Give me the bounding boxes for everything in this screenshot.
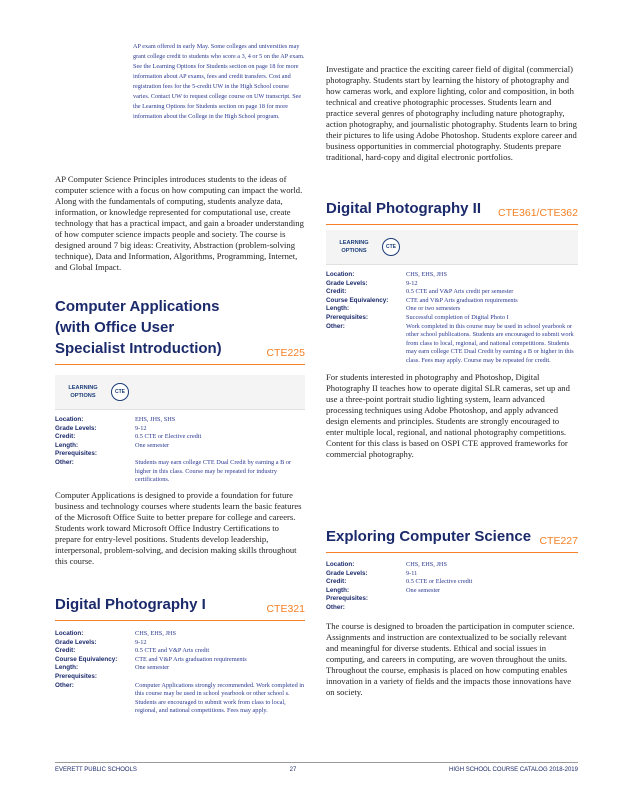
detail-value: 9-12 (135, 424, 147, 432)
cte-badge-icon: CTE (111, 383, 129, 401)
detail-value: Students may earn college CTE Dual Credit by earning a B or higher in this class. Course may be repeated for industry certifications. (135, 458, 292, 484)
detail-row (55, 425, 305, 434)
detail-value: One semester (135, 664, 170, 672)
course-details (55, 416, 305, 485)
page-footer (55, 762, 578, 773)
detail-value: CTE and V&P Arts graduation requirements (135, 655, 247, 663)
detail-label: Credit: (55, 433, 76, 441)
detail-row (326, 323, 578, 366)
course-code: CTE361/CTE362 (498, 207, 578, 219)
detail-row (55, 459, 305, 485)
detail-value (406, 595, 578, 604)
detail-label: Other: (55, 681, 74, 689)
learning-options-box (326, 230, 578, 265)
detail-label: Prerequisites: (326, 595, 368, 603)
detail-label: Location: (55, 630, 84, 637)
detail-value: Successful completion of Digital Photo I (406, 313, 509, 321)
detail-value: One semester (135, 441, 170, 449)
detail-row (326, 570, 578, 579)
learning-options-label: LEARNING OPTIONS (339, 240, 369, 254)
detail-label: Grade Levels: (55, 424, 97, 432)
detail-value: Computer Applications strongly recommended. Work completed in this course may be used in school yearbook or other school s. Students are encouraged to submit work from class to local, regional, and national competitions. Fees may apply. (135, 681, 305, 715)
digital-photography-1-description: Investigate and practice the exciting career field of digital (commercial) photography. Students start by learning the history of photography and how cameras work, and explore lighting, color and composition, in both technical and creative photographic processes. Students learn and practice several genres of photography including nature photography, action photography, and journalistic photography. Students learn to bring their pictures to life using Adobe Photoshop. Students explore career and business opportunities in commercial photography. Students prepare traditional, hard-copy and digital electronic portfolios. (326, 64, 577, 162)
detail-label: Other: (55, 458, 74, 466)
detail-row (55, 656, 305, 665)
detail-label: Length: (55, 441, 79, 449)
course-details (326, 561, 578, 613)
ap-continued-note: AP exam offered in early May. Some colleges and universities may grant college credit to students who score a 3, 4 or 5 on the AP exam. See the Learning Options for Students section on page 18 for more information about AP exams, fees and credit transfers. Cost and registration fees for the 5-credit UW in the High School course varies. Contact UW to request college course on UW transcript. See the Learning Options for Students section on page 18 for more information about the College in the High School program. (133, 43, 305, 120)
detail-row (326, 595, 578, 604)
detail-row (326, 271, 578, 280)
detail-value: 9-12 (135, 638, 147, 646)
detail-row (55, 433, 305, 442)
detail-value: 0.5 CTE and V&P Arts credit per semester (406, 288, 514, 296)
detail-value: EHS, JHS, SHS (135, 416, 176, 423)
course-header (55, 296, 305, 365)
detail-value: 9-11 (406, 569, 418, 577)
detail-label: Credit: (326, 288, 347, 296)
detail-row (326, 288, 578, 297)
course-computer-applications (55, 296, 305, 567)
detail-label: Grade Levels: (326, 569, 368, 577)
course-details (326, 271, 578, 366)
detail-row (326, 561, 578, 570)
detail-row (326, 297, 578, 306)
detail-label: Grade Levels: (55, 638, 97, 646)
detail-label: Other: (326, 322, 345, 330)
detail-row (55, 673, 305, 682)
course-code: CTE225 (266, 347, 305, 359)
detail-row (326, 280, 578, 289)
detail-row (55, 416, 305, 425)
learning-options-label: LEARNING OPTIONS (68, 385, 98, 399)
detail-value: One or two semesters (406, 305, 461, 313)
course-digital-photography-2 (326, 198, 578, 460)
detail-value: 0.5 CTE and V&P Arts credit (135, 647, 210, 655)
course-code: CTE321 (266, 603, 305, 615)
detail-value: 9-12 (406, 279, 418, 287)
detail-row (326, 314, 578, 323)
course-title: Digital Photography I (55, 596, 206, 613)
course-description: Computer Applications is designed to provide a foundation for future business and technology courses where students learn the basic features of the Microsoft Office Suite to better prepare for college and careers. Students work toward Microsoft Office Industry Certifications to prepare for entry-level positions. Students develop leadership, interpersonal, problem-solving, and decision making skills throughout this course. (55, 489, 302, 566)
course-description: The course is designed to broaden the participation in computer science. Assignments and instruction are contextualized to be socially relevant and meaningful for diverse students. Ethical and social issues in computing, and careers in computing, are woven throughout the units. Throughout the course, emphasis is placed on how computing enables innovation in a variety of fields and the impacts those innovations have on society. (326, 620, 575, 697)
detail-value (135, 450, 305, 459)
detail-value: CHS, EHS, JHS (135, 630, 176, 637)
detail-row (55, 647, 305, 656)
course-header (326, 526, 578, 553)
detail-label: Course Equivalency: (326, 296, 389, 304)
ap-cs-principles-description: AP Computer Science Principles introduces students to the ideas of computer science with a focus on how computing can impact the world. Along with the fundamentals of computing, students analyze data, information, or knowledge represented for computational use, create technology that has a practical impact, and gain a broader understanding of how computer science impacts people and society. The course is designed around 7 big ideas: Creativity, Abstraction (problem-solving technique), Data and Information, Algorithms, Programming, Internet, and Global Impact. (55, 174, 304, 272)
detail-label: Course Equivalency: (55, 655, 118, 663)
detail-label: Location: (55, 416, 84, 423)
detail-label: Location: (326, 561, 355, 568)
course-title: Exploring Computer Science (326, 528, 532, 545)
course-digital-photography-1 (55, 594, 305, 716)
detail-label: Other: (326, 603, 345, 611)
detail-value: CTE and V&P Arts graduation requirements (406, 296, 518, 304)
detail-label: Credit: (326, 578, 347, 586)
detail-row (55, 442, 305, 451)
detail-value: CHS, EHS, JHS (406, 561, 447, 568)
detail-label: Length: (55, 664, 79, 672)
detail-value (135, 673, 305, 682)
course-title: Digital Photography II (326, 200, 482, 217)
detail-label: Prerequisites: (55, 672, 97, 680)
detail-label: Credit: (55, 647, 76, 655)
detail-label: Location: (326, 271, 355, 278)
cte-badge-icon: CTE (382, 238, 400, 256)
course-code: CTE227 (539, 535, 578, 547)
detail-value: 0.5 CTE or Elective credit (135, 433, 202, 441)
course-header (326, 198, 578, 225)
course-title: Computer Applications (with Office User Specialist Introduction) (55, 298, 222, 357)
course-header (55, 594, 305, 621)
detail-value (406, 604, 578, 613)
detail-value: One semester (406, 586, 441, 594)
detail-value: CHS, EHS, JHS (406, 271, 447, 278)
detail-row (326, 587, 578, 596)
detail-label: Grade Levels: (326, 279, 368, 287)
detail-row (55, 450, 305, 459)
detail-row (55, 664, 305, 673)
detail-value: Work completed in this course may be used in school yearbook or other school publications. Students are encouraged to submit work from class to local, regional, and national competitions. Students may earn college CTE Dual Credit by earning a B or higher in this class. Fees may apply. Course may be repeated for credit. (406, 322, 574, 364)
course-details (55, 630, 305, 716)
detail-label: Prerequisites: (55, 450, 97, 458)
detail-row (55, 630, 305, 639)
detail-row (326, 578, 578, 587)
learning-options-box (55, 375, 305, 410)
detail-label: Length: (326, 586, 350, 594)
detail-label: Prerequisites: (326, 313, 368, 321)
detail-value: 0.5 CTE or Elective credit (406, 578, 473, 586)
detail-row (326, 305, 578, 314)
detail-label: Length: (326, 305, 350, 313)
course-exploring-computer-science (326, 526, 578, 698)
course-description: For students interested in photography and Photoshop, Digital Photography II teaches how to operate digital SLR cameras, set up and use a three-point portrait studio lighting system, learn advanced processing techniques using Adobe Photoshop, and apply advanced design elements and principles. Students are strongly encouraged to enter multiple local, regional, and national photography competitions. Content for this class is based on OSPI CTE approved frameworks for commercial photography. (326, 371, 570, 459)
footer-catalog-title: HIGH SCHOOL COURSE CATALOG 2018-2019 (449, 767, 578, 773)
detail-row (326, 604, 578, 613)
detail-row (55, 682, 305, 716)
detail-row (55, 639, 305, 648)
footer-district: EVERETT PUBLIC SCHOOLS (55, 767, 137, 773)
page-number: 27 (289, 767, 297, 773)
